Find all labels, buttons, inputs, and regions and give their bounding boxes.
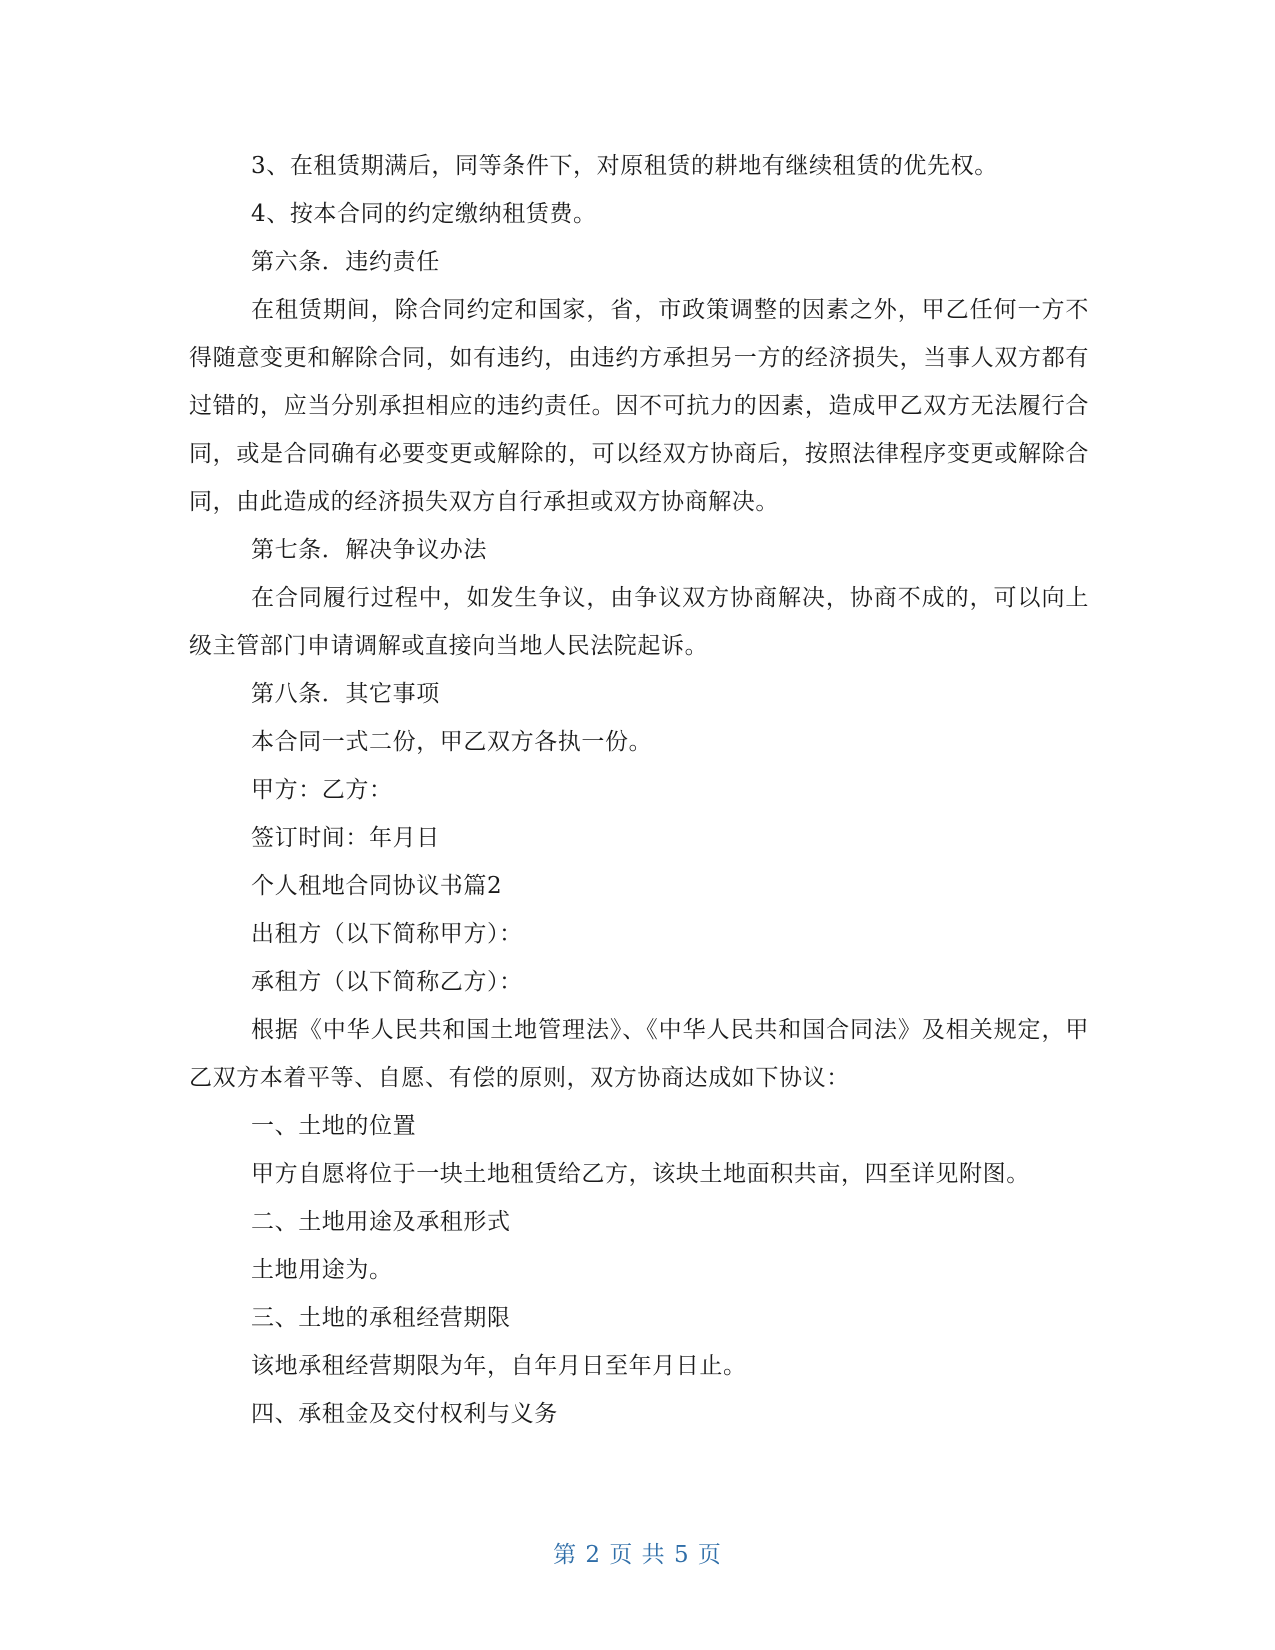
contract-2-title: 个人租地合同协议书篇2 — [251, 873, 503, 899]
article-6-body: 在租赁期间，除合同约定和国家，省，市政策调整的因素之外，甲乙任何一方不得随意变更和解除合同，如有违约，由违约方承担另一方的经济损失，当事人双方都有过错的，应当分别承担相应的违约责任。因不可抗力的因素，造成甲乙双方无法履行合同，或是合同确有必要变更或解除的，可以经双方协商后，按照法律程序变更或解除合同，由此造成的经济损失双方自行承担或双方协商解决。 — [189, 297, 1089, 515]
article-7-body: 在合同履行过程中，如发生争议，由争议双方协商解决，协商不成的，可以向上级主管部门申请调解或直接向当地人民法院起诉。 — [189, 585, 1089, 659]
clause-item-3: 3、在租赁期满后，同等条件下，对原租赁的耕地有继续租赁的优先权。 — [251, 153, 998, 179]
page-number: 第 2 页 共 5 页 — [553, 1542, 722, 1568]
section-1-heading: 一、土地的位置 — [251, 1113, 417, 1139]
section-4-heading: 四、承租金及交付权利与义务 — [251, 1401, 558, 1427]
lessee-line: 承租方（以下简称乙方）： — [251, 969, 523, 995]
article-6-heading: 第六条．违约责任 — [251, 249, 440, 275]
section-1-body: 甲方自愿将位于一块土地租赁给乙方，该块土地面积共亩，四至详见附图。 — [251, 1161, 1030, 1187]
page-footer — [0, 1536, 1275, 1569]
clause-item-4: 4、按本合同的约定缴纳租赁费。 — [251, 201, 597, 227]
preamble: 根据《中华人民共和国土地管理法》、《中华人民共和国合同法》及相关规定，甲乙双方本着平等、自愿、有偿的原则，双方协商达成如下协议： — [189, 1017, 1089, 1091]
article-8-body: 本合同一式二份，甲乙双方各执一份。 — [251, 729, 653, 755]
document-body — [189, 142, 1089, 1438]
signature-parties: 甲方：乙方： — [251, 777, 393, 803]
signing-date: 签订时间：年月日 — [251, 825, 440, 851]
section-2-heading: 二、土地用途及承租形式 — [251, 1209, 511, 1235]
lessor-line: 出租方（以下简称甲方）： — [251, 921, 523, 947]
section-3-body: 该地承租经营期限为年，自年月日至年月日止。 — [251, 1353, 747, 1379]
article-7-heading: 第七条．解决争议办法 — [251, 537, 487, 563]
article-8-heading: 第八条．其它事项 — [251, 681, 440, 707]
section-3-heading: 三、土地的承租经营期限 — [251, 1305, 511, 1331]
section-2-body: 土地用途为。 — [251, 1257, 393, 1283]
